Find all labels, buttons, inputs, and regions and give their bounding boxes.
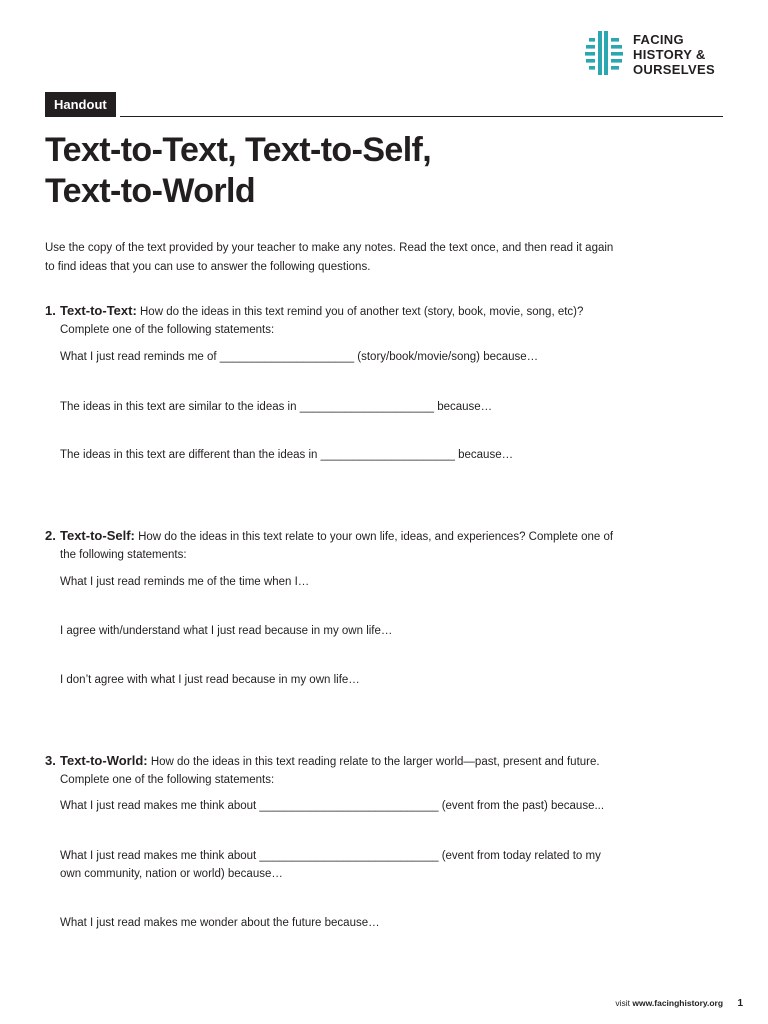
question-text-to-text	[45, 302, 625, 461]
question-prompt: How do the ideas in this text reading relate to the larger world—past, present and future. Complete one of the following statements:	[60, 756, 600, 786]
intro-paragraph: Use the copy of the text provided by your teacher to make any notes. Read the text once, and then read it again to find ideas that you can use to answer the following questions.	[45, 242, 614, 273]
handout-tag: Handout	[45, 92, 116, 117]
title-line-2: Text-to-World	[45, 172, 256, 210]
logo-wordmark	[633, 32, 715, 77]
statement: I agree with/understand what I just read because in my own life…	[60, 625, 393, 637]
question-heading	[45, 302, 625, 339]
question-text-to-self	[45, 527, 625, 686]
question-heading	[45, 527, 625, 564]
statement: What I just read makes me wonder about the future because…	[60, 917, 380, 929]
question-prompt: How do the ideas in this text remind you of another text (story, book, movie, song, etc)? Complete one of the following statements:	[60, 306, 584, 336]
statement: The ideas in this text are different than the ideas in _____________________ because…	[60, 449, 514, 461]
statement: What I just read makes me think about ____________________________ (event from today related to my own community, nation or world) because…	[60, 850, 601, 880]
striped-circle-logo-icon	[584, 30, 626, 76]
question-prompt: How do the ideas in this text relate to your own life, ideas, and experiences? Complete one of the following statements:	[60, 531, 614, 561]
statement: What I just read makes me think about ____________________________ (event from the past) because...	[60, 800, 605, 812]
page-number: 1	[737, 998, 743, 1009]
question-label: Text-to-World:	[60, 753, 148, 768]
statement: What I just read reminds me of _____________________ (story/book/movie/song) because…	[60, 351, 539, 363]
page-title	[45, 130, 685, 212]
title-line-1: Text-to-Text, Text-to-Self,	[45, 131, 432, 169]
statement: I don’t agree with what I just read because in my own life…	[60, 674, 360, 686]
statement: What I just read reminds me of the time when I…	[60, 576, 310, 588]
footer-website-link[interactable]: www.facinghistory.org	[632, 998, 724, 1008]
page-footer	[615, 996, 743, 1011]
footer-visit-text: visit	[615, 998, 630, 1008]
header-divider	[120, 116, 723, 117]
question-number: 3.	[45, 753, 56, 768]
logo-line-1: FACING	[633, 32, 684, 47]
question-number: 1.	[45, 303, 56, 318]
logo-line-3: OURSELVES	[633, 62, 715, 77]
statement: The ideas in this text are similar to the ideas in _____________________ because…	[60, 401, 493, 413]
question-number: 2.	[45, 528, 56, 543]
facing-history-logo	[584, 30, 715, 77]
logo-line-2: HISTORY &	[633, 47, 706, 62]
question-label: Text-to-Text:	[60, 303, 137, 318]
question-text-to-world	[45, 752, 625, 929]
question-label: Text-to-Self:	[60, 528, 135, 543]
question-heading	[45, 752, 625, 789]
